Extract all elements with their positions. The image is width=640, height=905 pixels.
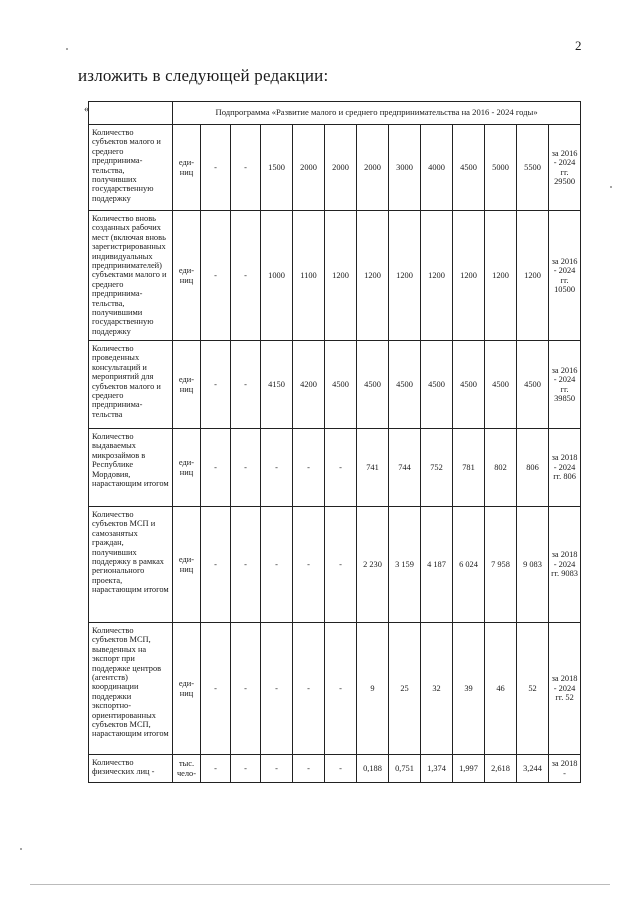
opening-quote: «	[84, 104, 89, 115]
value-cell: 4500	[357, 341, 389, 429]
value-cell: 6 024	[453, 507, 485, 623]
value-cell: -	[293, 755, 325, 783]
value-cell: 744	[389, 429, 421, 507]
value-cell: -	[261, 429, 293, 507]
value-cell: -	[325, 623, 357, 755]
value-cell: 1500	[261, 125, 293, 211]
value-cell: -	[231, 755, 261, 783]
table-row	[89, 211, 581, 341]
scan-edge-line	[30, 884, 610, 885]
value-cell: 39	[453, 623, 485, 755]
value-cell: 4500	[485, 341, 517, 429]
value-cell: -	[201, 429, 231, 507]
value-cell: 2000	[325, 125, 357, 211]
value-cell: 2000	[293, 125, 325, 211]
unit-cell: еди-ниц	[173, 429, 201, 507]
value-cell: -	[325, 429, 357, 507]
value-cell: 4500	[389, 341, 421, 429]
value-cell: 4500	[421, 341, 453, 429]
value-cell: 1200	[453, 211, 485, 341]
value-cell: 802	[485, 429, 517, 507]
value-cell: 9	[357, 623, 389, 755]
unit-cell: еди-ниц	[173, 507, 201, 623]
total-cell: за 2018 -	[549, 755, 581, 783]
table-row	[89, 507, 581, 623]
total-cell: за 2016 - 2024 гг. 39850	[549, 341, 581, 429]
value-cell: 2000	[357, 125, 389, 211]
total-cell: за 2018 - 2024 гг. 9083	[549, 507, 581, 623]
value-cell: 3,244	[517, 755, 549, 783]
table-header-row	[89, 102, 581, 125]
value-cell: -	[231, 125, 261, 211]
value-cell: 1200	[421, 211, 453, 341]
total-cell: за 2016 - 2024 гг. 10500	[549, 211, 581, 341]
value-cell: 32	[421, 623, 453, 755]
value-cell: -	[261, 755, 293, 783]
value-cell: 741	[357, 429, 389, 507]
unit-cell: еди-ниц	[173, 623, 201, 755]
subprogram-title: Подпрограмма «Развитие малого и среднего предпринимательства на 2016 - 2024 годы»	[173, 102, 581, 125]
value-cell: -	[231, 623, 261, 755]
value-cell: 4200	[293, 341, 325, 429]
value-cell: -	[231, 429, 261, 507]
value-cell: 1000	[261, 211, 293, 341]
value-cell: 3000	[389, 125, 421, 211]
table-row	[89, 623, 581, 755]
value-cell: -	[201, 507, 231, 623]
value-cell: 1200	[389, 211, 421, 341]
indicator-name: Количество вновь созданных рабочих мест (включая вновь зарегистрированных индивидуальных предпринимателей) субъектами малого и среднего предпринима-тельства, получившими государственную поддержку	[89, 211, 173, 341]
value-cell: -	[325, 755, 357, 783]
value-cell: 25	[389, 623, 421, 755]
value-cell: 752	[421, 429, 453, 507]
scan-speck	[20, 848, 22, 850]
intro-text: изложить в следующей редакции:	[78, 66, 329, 85]
value-cell: 1200	[517, 211, 549, 341]
page-number: 2	[575, 38, 582, 53]
table-row	[89, 755, 581, 783]
indicator-name: Количество выдаваемых микрозаймов в Республике Мордовия, нарастающим итогом	[89, 429, 173, 507]
value-cell: -	[231, 211, 261, 341]
total-cell: за 2018 - 2024 гг. 806	[549, 429, 581, 507]
value-cell: -	[201, 341, 231, 429]
value-cell: 1200	[357, 211, 389, 341]
header-blank-cell	[89, 102, 173, 125]
table-row	[89, 341, 581, 429]
value-cell: -	[201, 623, 231, 755]
value-cell: -	[201, 125, 231, 211]
value-cell: 52	[517, 623, 549, 755]
value-cell: 3 159	[389, 507, 421, 623]
value-cell: -	[293, 623, 325, 755]
value-cell: 1200	[485, 211, 517, 341]
indicator-name: Количество субъектов МСП, выведенных на экспорт при поддержке центров (агентств) координации поддержки экспортно-ориентированных субъектов МСП, нарастающим итогом	[89, 623, 173, 755]
value-cell: 1100	[293, 211, 325, 341]
value-cell: 1,374	[421, 755, 453, 783]
value-cell: -	[293, 507, 325, 623]
value-cell: 2 230	[357, 507, 389, 623]
unit-cell: еди-ниц	[173, 341, 201, 429]
value-cell: 5000	[485, 125, 517, 211]
scan-speck	[66, 48, 68, 50]
value-cell: 0,188	[357, 755, 389, 783]
unit-cell: еди-ниц	[173, 125, 201, 211]
value-cell: 4500	[453, 341, 485, 429]
value-cell: -	[325, 507, 357, 623]
value-cell: 7 958	[485, 507, 517, 623]
value-cell: 1200	[325, 211, 357, 341]
table-row	[89, 125, 581, 211]
value-cell: 4 187	[421, 507, 453, 623]
scan-speck	[610, 186, 612, 188]
value-cell: 46	[485, 623, 517, 755]
value-cell: -	[293, 429, 325, 507]
value-cell: 5500	[517, 125, 549, 211]
value-cell: -	[231, 507, 261, 623]
value-cell: 4500	[453, 125, 485, 211]
subprogram-table	[88, 101, 581, 783]
table-row	[89, 429, 581, 507]
value-cell: -	[231, 341, 261, 429]
unit-cell: еди-ниц	[173, 211, 201, 341]
value-cell: 0,751	[389, 755, 421, 783]
value-cell: 1,997	[453, 755, 485, 783]
value-cell: 4150	[261, 341, 293, 429]
indicator-name: Количество субъектов МСП и самозанятых граждан, получивших поддержку в рамках регионального проекта, нарастающим итогом	[89, 507, 173, 623]
value-cell: -	[201, 211, 231, 341]
value-cell: 9 083	[517, 507, 549, 623]
total-cell: за 2016 - 2024 гг. 29500	[549, 125, 581, 211]
value-cell: 806	[517, 429, 549, 507]
indicator-name: Количество физических лиц -	[89, 755, 173, 783]
total-cell: за 2018 - 2024 гг. 52	[549, 623, 581, 755]
value-cell: 781	[453, 429, 485, 507]
unit-cell: тыс. чело-	[173, 755, 201, 783]
indicator-name: Количество субъектов малого и среднего предпринима-тельства, получивших государственную поддержку	[89, 125, 173, 211]
value-cell: 4500	[325, 341, 357, 429]
value-cell: 4500	[517, 341, 549, 429]
value-cell: 2,618	[485, 755, 517, 783]
indicator-name: Количество проведенных консультаций и мероприятий для субъектов малого и среднего предпринима-тельства	[89, 341, 173, 429]
value-cell: -	[261, 507, 293, 623]
value-cell: -	[261, 623, 293, 755]
value-cell: 4000	[421, 125, 453, 211]
value-cell: -	[201, 755, 231, 783]
